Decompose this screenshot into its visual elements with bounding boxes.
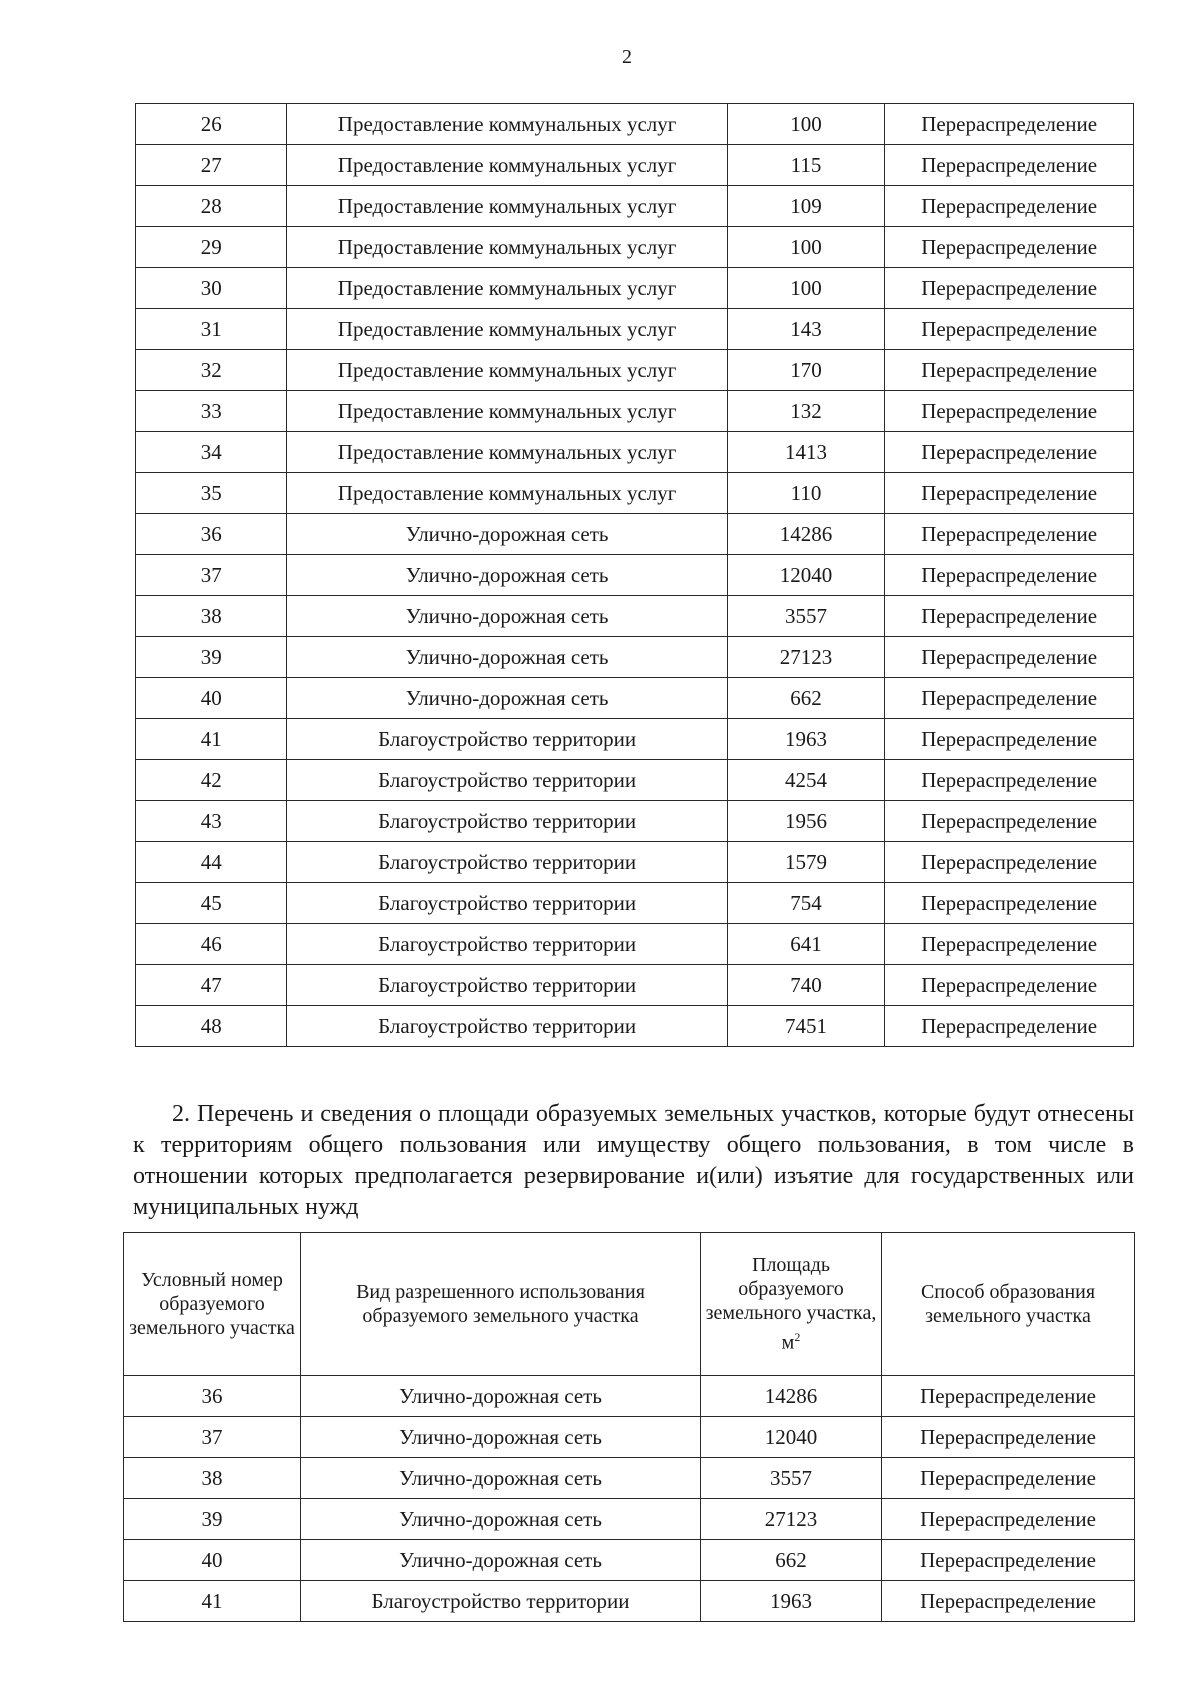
table-row: [136, 268, 1134, 309]
cell-plot-number: 31: [136, 309, 287, 350]
cell-permitted-use: Благоустройство территории: [287, 801, 727, 842]
table-row: [136, 678, 1134, 719]
table-row: [136, 309, 1134, 350]
cell-plot-number: 33: [136, 391, 287, 432]
cell-plot-number: 40: [136, 678, 287, 719]
cell-plot-number: 32: [136, 350, 287, 391]
cell-area: 662: [701, 1540, 882, 1581]
cell-permitted-use: Предоставление коммунальных услуг: [287, 104, 727, 145]
cell-area: 1579: [727, 842, 884, 883]
table-row: [124, 1540, 1135, 1581]
cell-formation-method: Перераспределение: [885, 842, 1134, 883]
table-row: [136, 432, 1134, 473]
cell-plot-number: 41: [136, 719, 287, 760]
cell-area: 4254: [727, 760, 884, 801]
cell-plot-number: 46: [136, 924, 287, 965]
cell-plot-number: 37: [136, 555, 287, 596]
cell-plot-number: 27: [136, 145, 287, 186]
cell-permitted-use: Улично-дорожная сеть: [287, 555, 727, 596]
cell-plot-number: 47: [136, 965, 287, 1006]
cell-area: 3557: [701, 1458, 882, 1499]
cell-permitted-use: Улично-дорожная сеть: [301, 1458, 701, 1499]
cell-formation-method: Перераспределение: [882, 1540, 1135, 1581]
cell-permitted-use: Улично-дорожная сеть: [301, 1376, 701, 1417]
table-row: [124, 1581, 1135, 1622]
table-row: [124, 1417, 1135, 1458]
cell-formation-method: Перераспределение: [885, 514, 1134, 555]
table-row: [136, 1006, 1134, 1047]
header-area-sup: 2: [794, 1330, 801, 1345]
table-row: [136, 637, 1134, 678]
cell-formation-method: Перераспределение: [885, 719, 1134, 760]
header-permitted-use: Вид разрешенного использования образуемого земельного участка: [301, 1233, 701, 1376]
cell-formation-method: Перераспределение: [882, 1581, 1135, 1622]
cell-permitted-use: Предоставление коммунальных услуг: [287, 473, 727, 514]
cell-area: 1956: [727, 801, 884, 842]
table-row: [136, 104, 1134, 145]
table-row: [124, 1499, 1135, 1540]
cell-permitted-use: Благоустройство территории: [287, 1006, 727, 1047]
cell-permitted-use: Улично-дорожная сеть: [287, 678, 727, 719]
cell-permitted-use: Предоставление коммунальных услуг: [287, 350, 727, 391]
cell-area: 3557: [727, 596, 884, 637]
table-header-row: [124, 1233, 1135, 1376]
header-area: [701, 1233, 882, 1376]
table-row: [124, 1376, 1135, 1417]
cell-permitted-use: Предоставление коммунальных услуг: [287, 309, 727, 350]
cell-formation-method: Перераспределение: [882, 1499, 1135, 1540]
header-formation-method: Способ образования земельного участка: [882, 1233, 1135, 1376]
cell-area: 100: [727, 268, 884, 309]
cell-plot-number: 36: [136, 514, 287, 555]
cell-permitted-use: Благоустройство территории: [287, 760, 727, 801]
cell-plot-number: 40: [124, 1540, 301, 1581]
cell-permitted-use: Предоставление коммунальных услуг: [287, 186, 727, 227]
table-row: [136, 719, 1134, 760]
cell-area: 100: [727, 227, 884, 268]
cell-area: 27123: [727, 637, 884, 678]
cell-permitted-use: Благоустройство территории: [287, 719, 727, 760]
land-plots-table-continued: [135, 103, 1134, 1047]
table-row: [136, 883, 1134, 924]
cell-plot-number: 38: [136, 596, 287, 637]
cell-permitted-use: Предоставление коммунальных услуг: [287, 432, 727, 473]
cell-area: 754: [727, 883, 884, 924]
table-row: [136, 186, 1134, 227]
cell-area: 27123: [701, 1499, 882, 1540]
cell-formation-method: Перераспределение: [885, 227, 1134, 268]
cell-area: 1963: [727, 719, 884, 760]
cell-area: 110: [727, 473, 884, 514]
cell-plot-number: 35: [136, 473, 287, 514]
cell-area: 132: [727, 391, 884, 432]
cell-formation-method: Перераспределение: [885, 678, 1134, 719]
cell-formation-method: Перераспределение: [885, 309, 1134, 350]
cell-permitted-use: Улично-дорожная сеть: [301, 1540, 701, 1581]
cell-area: 143: [727, 309, 884, 350]
cell-plot-number: 26: [136, 104, 287, 145]
cell-permitted-use: Благоустройство территории: [287, 842, 727, 883]
cell-plot-number: 28: [136, 186, 287, 227]
cell-permitted-use: Благоустройство территории: [287, 965, 727, 1006]
cell-formation-method: Перераспределение: [882, 1417, 1135, 1458]
cell-area: 14286: [701, 1376, 882, 1417]
cell-area: 12040: [727, 555, 884, 596]
table2-body: [124, 1376, 1135, 1622]
cell-formation-method: Перераспределение: [885, 432, 1134, 473]
cell-formation-method: Перераспределение: [885, 1006, 1134, 1047]
table-row: [136, 473, 1134, 514]
cell-area: 7451: [727, 1006, 884, 1047]
cell-formation-method: Перераспределение: [885, 350, 1134, 391]
cell-permitted-use: Улично-дорожная сеть: [301, 1499, 701, 1540]
cell-plot-number: 42: [136, 760, 287, 801]
cell-plot-number: 29: [136, 227, 287, 268]
cell-formation-method: Перераспределение: [885, 186, 1134, 227]
cell-formation-method: Перераспределение: [885, 596, 1134, 637]
cell-area: 12040: [701, 1417, 882, 1458]
table-row: [136, 227, 1134, 268]
cell-permitted-use: Предоставление коммунальных услуг: [287, 391, 727, 432]
cell-area: 740: [727, 965, 884, 1006]
table-row: [136, 965, 1134, 1006]
public-use-plots-table: [123, 1232, 1135, 1622]
cell-permitted-use: Улично-дорожная сеть: [287, 596, 727, 637]
cell-plot-number: 37: [124, 1417, 301, 1458]
cell-permitted-use: Предоставление коммунальных услуг: [287, 268, 727, 309]
cell-plot-number: 39: [124, 1499, 301, 1540]
cell-plot-number: 30: [136, 268, 287, 309]
cell-permitted-use: Предоставление коммунальных услуг: [287, 227, 727, 268]
cell-formation-method: Перераспределение: [882, 1458, 1135, 1499]
cell-plot-number: 48: [136, 1006, 287, 1047]
table-row: [136, 391, 1134, 432]
cell-formation-method: Перераспределение: [885, 965, 1134, 1006]
cell-formation-method: Перераспределение: [885, 145, 1134, 186]
cell-area: 662: [727, 678, 884, 719]
section-2-heading: 2. Перечень и сведения о площади образуемых земельных участков, которые будут отнесены к территориям общего пользования или имуществу общего пользования, в том числе в отношении которых предполагается резервирование и(или) изъятие для государственных или муниципальных нужд: [133, 1101, 1134, 1220]
cell-plot-number: 43: [136, 801, 287, 842]
table-row: [136, 350, 1134, 391]
cell-permitted-use: Благоустройство территории: [301, 1581, 701, 1622]
cell-formation-method: Перераспределение: [885, 473, 1134, 514]
cell-permitted-use: Улично-дорожная сеть: [301, 1417, 701, 1458]
table1-body: [136, 104, 1134, 1047]
cell-permitted-use: Благоустройство территории: [287, 924, 727, 965]
cell-plot-number: 44: [136, 842, 287, 883]
header-plot-number: Условный номер образуемого земельного участка: [124, 1233, 301, 1376]
table-row: [136, 842, 1134, 883]
cell-formation-method: Перераспределение: [882, 1376, 1135, 1417]
cell-area: 170: [727, 350, 884, 391]
cell-plot-number: 39: [136, 637, 287, 678]
table-row: [136, 924, 1134, 965]
cell-area: 641: [727, 924, 884, 965]
cell-plot-number: 36: [124, 1376, 301, 1417]
table-row: [136, 801, 1134, 842]
cell-formation-method: Перераспределение: [885, 637, 1134, 678]
cell-plot-number: 38: [124, 1458, 301, 1499]
table-row: [136, 596, 1134, 637]
cell-area: 1413: [727, 432, 884, 473]
table-row: [136, 760, 1134, 801]
cell-formation-method: Перераспределение: [885, 801, 1134, 842]
table-row: [136, 514, 1134, 555]
cell-plot-number: 41: [124, 1581, 301, 1622]
cell-permitted-use: Улично-дорожная сеть: [287, 514, 727, 555]
cell-area: 1963: [701, 1581, 882, 1622]
cell-formation-method: Перераспределение: [885, 104, 1134, 145]
cell-permitted-use: Предоставление коммунальных услуг: [287, 145, 727, 186]
page-number: 2: [622, 46, 632, 68]
header-area-text: Площадь образуемого земельного участка, м: [705, 1254, 877, 1354]
cell-formation-method: Перераспределение: [885, 391, 1134, 432]
cell-permitted-use: Благоустройство территории: [287, 883, 727, 924]
cell-formation-method: Перераспределение: [885, 760, 1134, 801]
cell-area: 100: [727, 104, 884, 145]
cell-formation-method: Перераспределение: [885, 268, 1134, 309]
cell-area: 109: [727, 186, 884, 227]
table-row: [136, 555, 1134, 596]
cell-formation-method: Перераспределение: [885, 924, 1134, 965]
cell-area: 14286: [727, 514, 884, 555]
cell-formation-method: Перераспределение: [885, 555, 1134, 596]
cell-formation-method: Перераспределение: [885, 883, 1134, 924]
cell-plot-number: 34: [136, 432, 287, 473]
table-row: [124, 1458, 1135, 1499]
table-row: [136, 145, 1134, 186]
cell-area: 115: [727, 145, 884, 186]
cell-permitted-use: Улично-дорожная сеть: [287, 637, 727, 678]
cell-plot-number: 45: [136, 883, 287, 924]
